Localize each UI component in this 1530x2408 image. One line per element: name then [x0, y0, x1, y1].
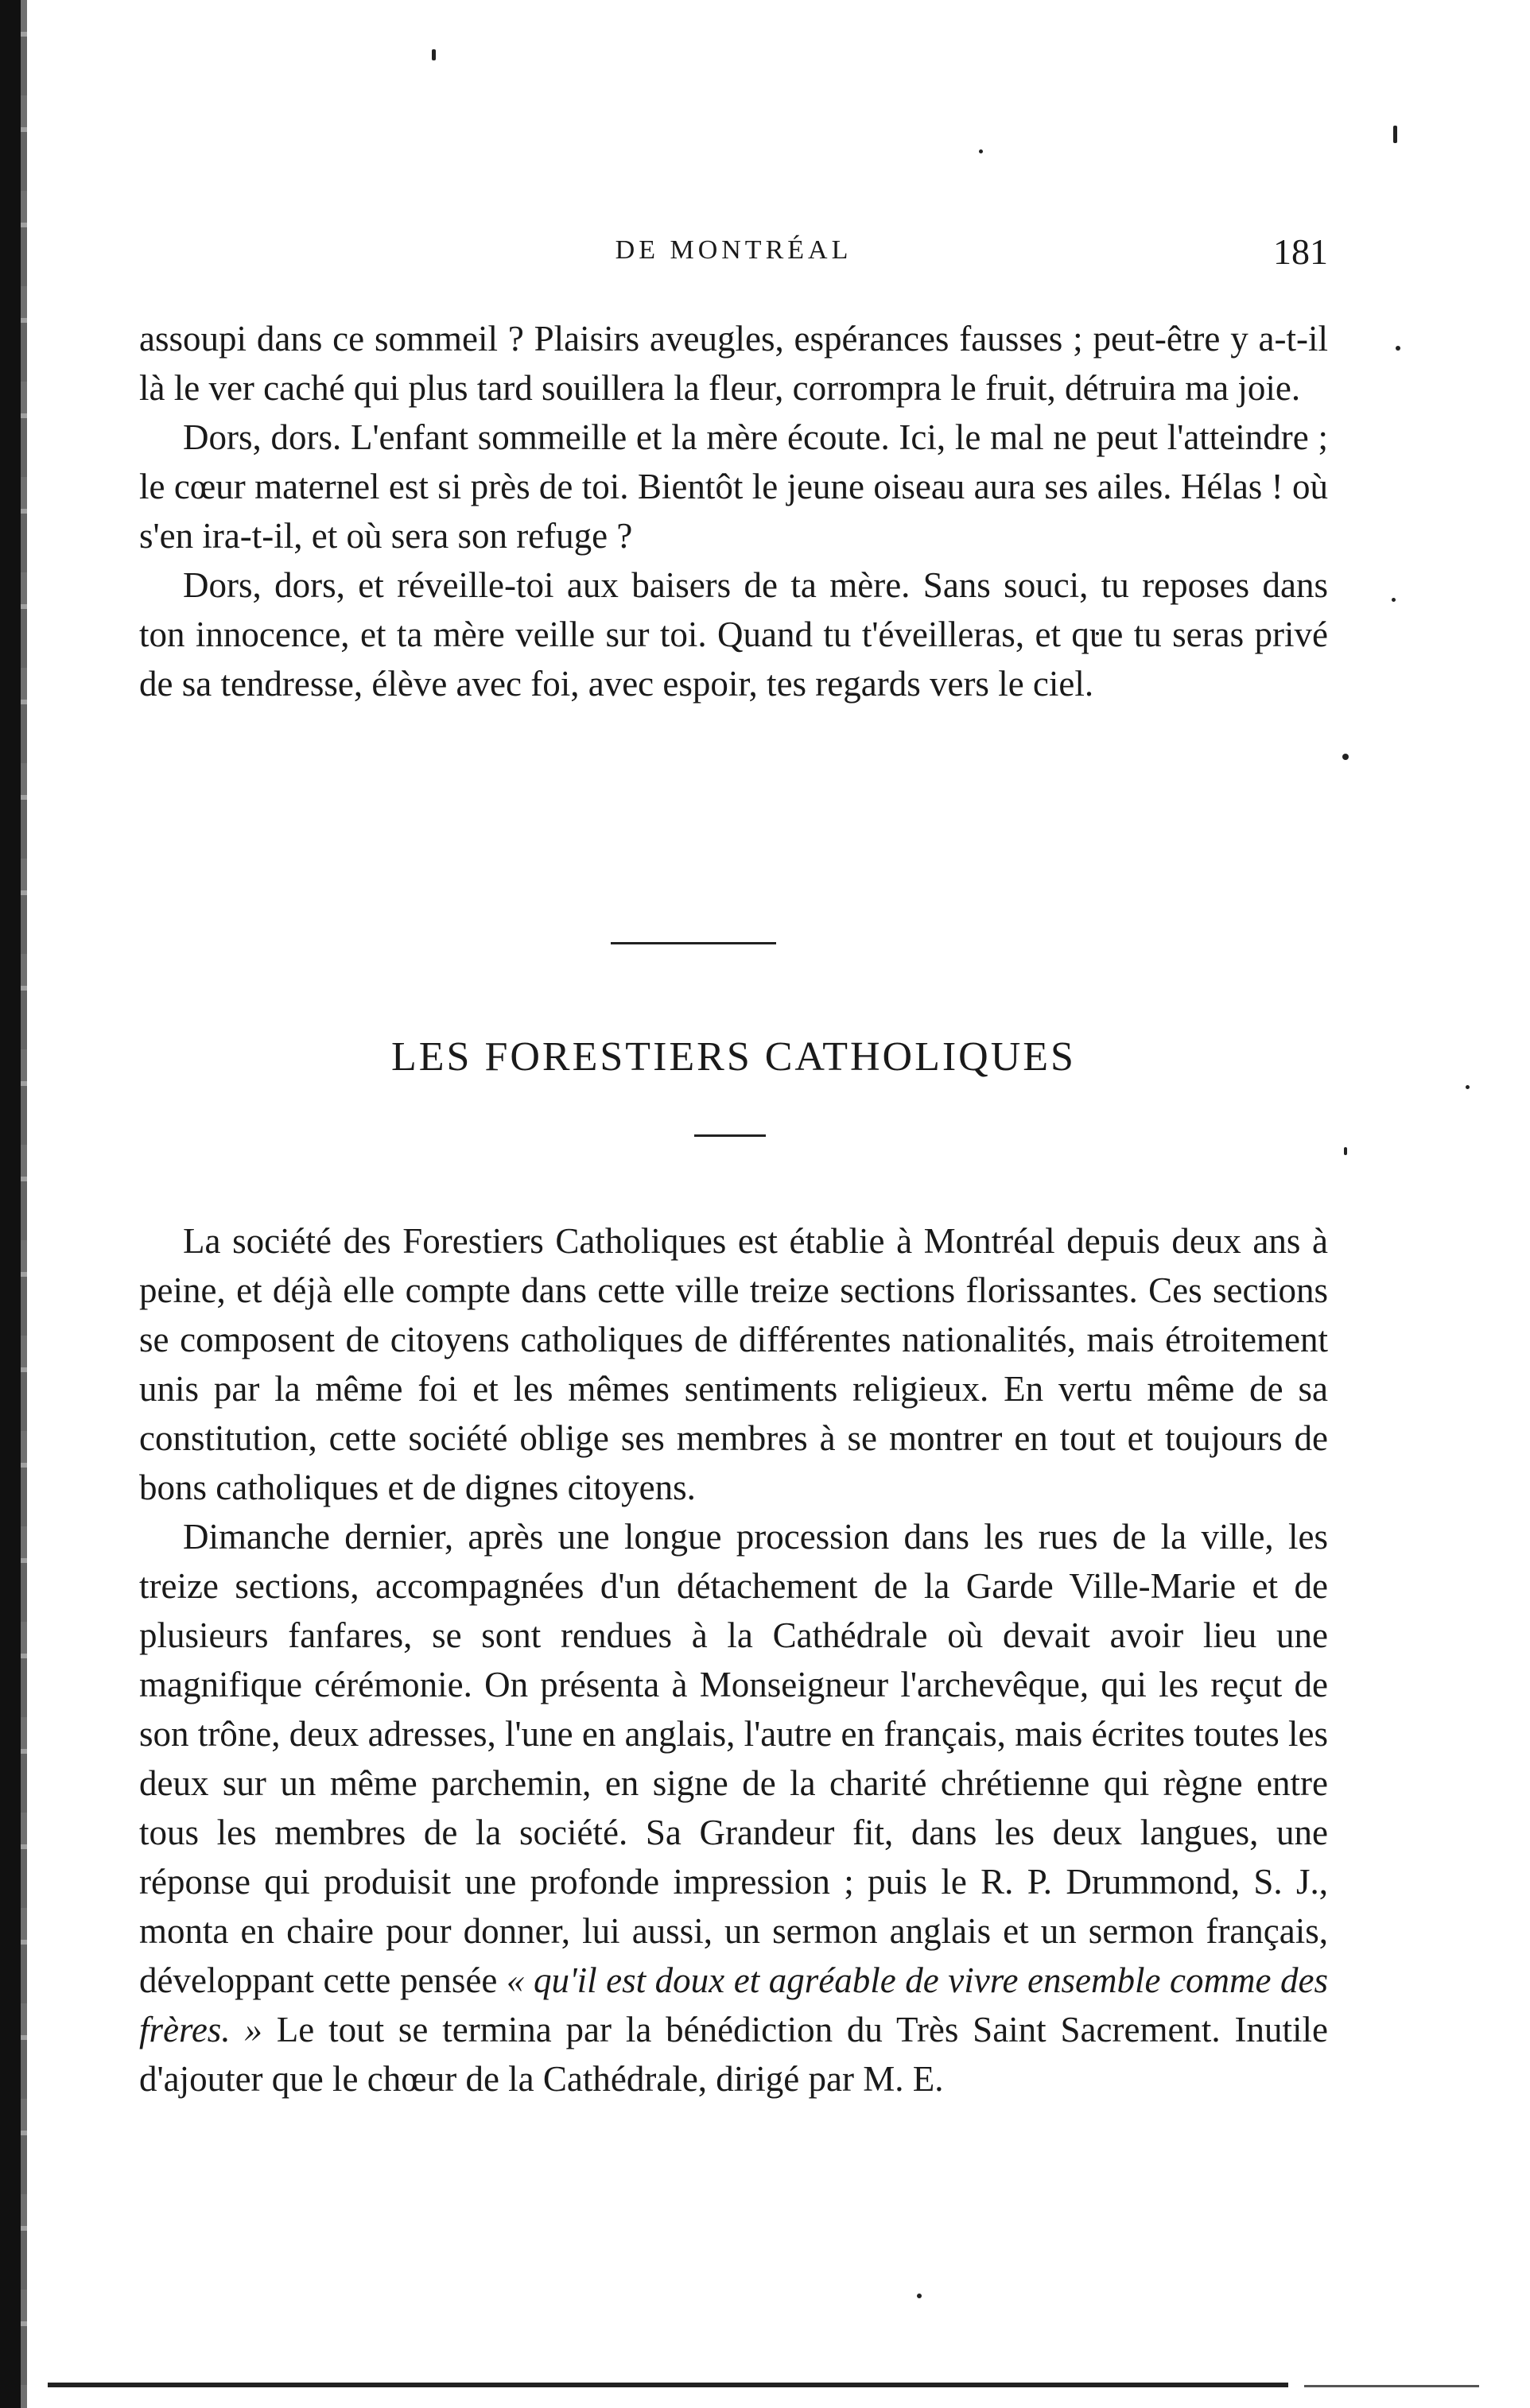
page-header — [139, 231, 1328, 278]
scan-speck — [1344, 1147, 1347, 1155]
quotation: « qu'il est doux et agréable de vivre ensemble comme des frères. » — [139, 1960, 1329, 2049]
article-section — [139, 1216, 1328, 2104]
scan-speck — [1396, 346, 1400, 351]
paragraph-with-quote — [139, 1512, 1328, 2104]
title-underline — [694, 1134, 766, 1137]
scan-border-texture — [21, 0, 27, 2408]
scan-speck — [432, 49, 436, 60]
poem-prose-section — [139, 314, 1328, 708]
scan-speck — [1393, 126, 1397, 143]
scan-speck — [1342, 754, 1349, 760]
section-title: LES FORESTIERS CATHOLIQUES — [391, 1034, 1076, 1080]
page-number: 181 — [1273, 231, 1328, 272]
scan-speck — [1466, 1085, 1470, 1089]
scan-border-bottom — [48, 2383, 1288, 2387]
paragraph-text: Dimanche dernier, après une longue procession dans les rues de la ville, les treize sections, accompagnées d'un détachement de la Garde Ville-Marie et de plusieurs fanfares, se sont rendues à la Cathédrale où devait avoir lieu une magnifique cérémonie. On présenta à Monseigneur l'archevêque, qui les reçut de son trône, deux adresses, l'une en anglais, l'autre en français, mais écrites toutes les deux sur un même parchemin, en signe de la charité chrétienne qui règne entre tous les membres de la société. Sa Grandeur fit, dans les deux langues, une réponse qui produisit une profonde impression ; puis le R. P. Drummond, S. J., monta en chaire pour donner, lui aussi, un sermon anglais et un sermon français, développant cette pensée — [139, 1517, 1328, 2000]
scan-border-left — [0, 0, 21, 2408]
scan-speck — [1392, 598, 1396, 602]
paragraph: Dors, dors, et réveille-toi aux baisers de ta mère. Sans souci, tu reposes dans ton innocence, et ta mère veille sur toi. Quand tu t'éveilleras, et que tu seras privé de sa tendresse, élève avec foi, avec espoir, tes regards vers le ciel. — [139, 565, 1328, 704]
running-title: DE MONTRÉAL — [615, 235, 852, 265]
paragraph: La société des Forestiers Catholiques est établie à Montréal depuis deux ans à peine, et déjà elle compte dans cette ville treize sections florissantes. Ces sections se composent de citoyens catholiques de différentes nationalités, mais étroitement unis par la même foi et les mêmes sentiments religieux. En vertu même de sa constitution, cette société oblige ses membres à se montrer en tout et toujours de bons catholiques et de dignes citoyens. — [139, 1221, 1328, 1507]
paragraph-closing: Le tout se termina par la bénédiction du Très Saint Sacrement. Inutile d'ajouter que le chœur de la Cathédrale, dirigé par M. E. — [139, 2010, 1328, 2099]
section-divider — [611, 942, 776, 944]
scan-border-bottom-fragment — [1304, 2385, 1479, 2387]
paragraph: assoupi dans ce sommeil ? Plaisirs aveugles, espérances fausses ; peut-être y a-t-il là le ver caché qui plus tard souillera la fleur, corrompra le fruit, détruira ma joie. — [139, 319, 1328, 408]
paragraph: Dors, dors. L'enfant sommeille et la mère écoute. Ici, le mal ne peut l'atteindre ; le cœur maternel est si près de toi. Bientôt le jeune oiseau aura ses ailes. Hélas ! où s'en ira-t-il, et où sera son refuge ? — [139, 417, 1328, 556]
scan-speck — [979, 149, 983, 153]
scan-speck — [917, 2294, 922, 2298]
